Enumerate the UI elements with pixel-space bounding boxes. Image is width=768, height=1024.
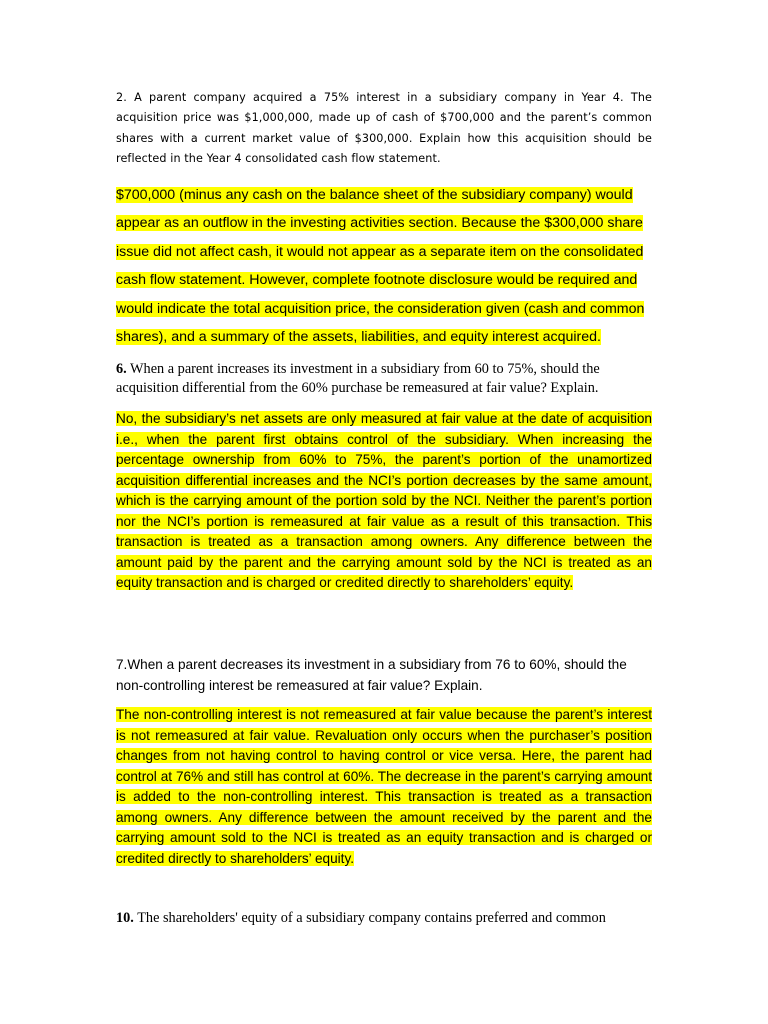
question-2 (116, 88, 652, 170)
question-6-text: When a parent increases its investment in a subsidiary from 60 to 75%, should the acquisition differential from the 60% purchase be remeasured at fair value? Explain. (116, 361, 600, 396)
question-2-text: 2. A parent company acquired a 75% interest in a subsidiary company in Year 4. The acquisition price was $1,000,000, made up of cash of $700,000 and the parent’s common shares with a current market value of $300,000. Explain how this acquisition should be reflected in the Year 4 consolidated cash flow statement. (116, 91, 652, 166)
answer-7-highlighted-text: The non-controlling interest is not remeasured at fair value because the parent’s interest is not remeasured at fair value. Revaluation only occurs when the purchaser’s position changes from not having control to having control or vice versa. Here, the parent had control at 76% and still has control at 60%. The decrease in the parent’s carrying amount is added to the non-controlling interest. This transaction is treated as a transaction among owners. Any difference between the amount received by the parent and the carrying amount sold to the NCI is treated as an equity transaction and is charged or credited directly to shareholders’ equity. (116, 707, 652, 866)
question-6 (116, 360, 652, 398)
answer-6 (116, 409, 652, 594)
answer-2-highlighted-text: $700,000 (minus any cash on the balance sheet of the subsidiary company) would appear as an outflow in the investing activities section. Because the $300,000 share issue did not affect cash, it would not appear as a separate item on the consolidated cash flow statement. However, complete footnote disclosure would be required and would indicate the total acquisition price, the consideration given (cash and common shares), and a summary of the assets, liabilities, and equity interest acquired. (116, 187, 645, 346)
answer-2 (116, 181, 652, 351)
answer-6-highlighted-text: No, the subsidiary’s net assets are only measured at fair value at the date of acquisition i.e., when the parent first obtains control of the subsidiary. When increasing the percentage ownership from 60% to 75%, the parent’s portion of the unamortized acquisition differential increases and the NCI’s portion decreases by the same amount, which is the carrying amount of the portion sold by the NCI. Neither the parent’s portion nor the NCI’s portion is remeasured at fair value as a result of this transaction. This transaction is treated as a transaction among owners. Any difference between the amount paid by the parent and the carrying amount sold by the NCI is treated as an equity transaction and is charged or credited directly to shareholders’ equity. (116, 411, 652, 590)
question-6-number: 6. (116, 361, 127, 377)
question-10 (116, 909, 652, 928)
question-7-text: 7.When a parent decreases its investment in a subsidiary from 76 to 60%, should the non-controlling interest be remeasured at fair value? Explain. (116, 657, 627, 693)
question-7 (116, 655, 652, 696)
answer-7 (116, 705, 652, 869)
question-10-text: The shareholders' equity of a subsidiary company contains preferred and common (133, 910, 606, 926)
question-10-number: 10. (116, 910, 134, 926)
